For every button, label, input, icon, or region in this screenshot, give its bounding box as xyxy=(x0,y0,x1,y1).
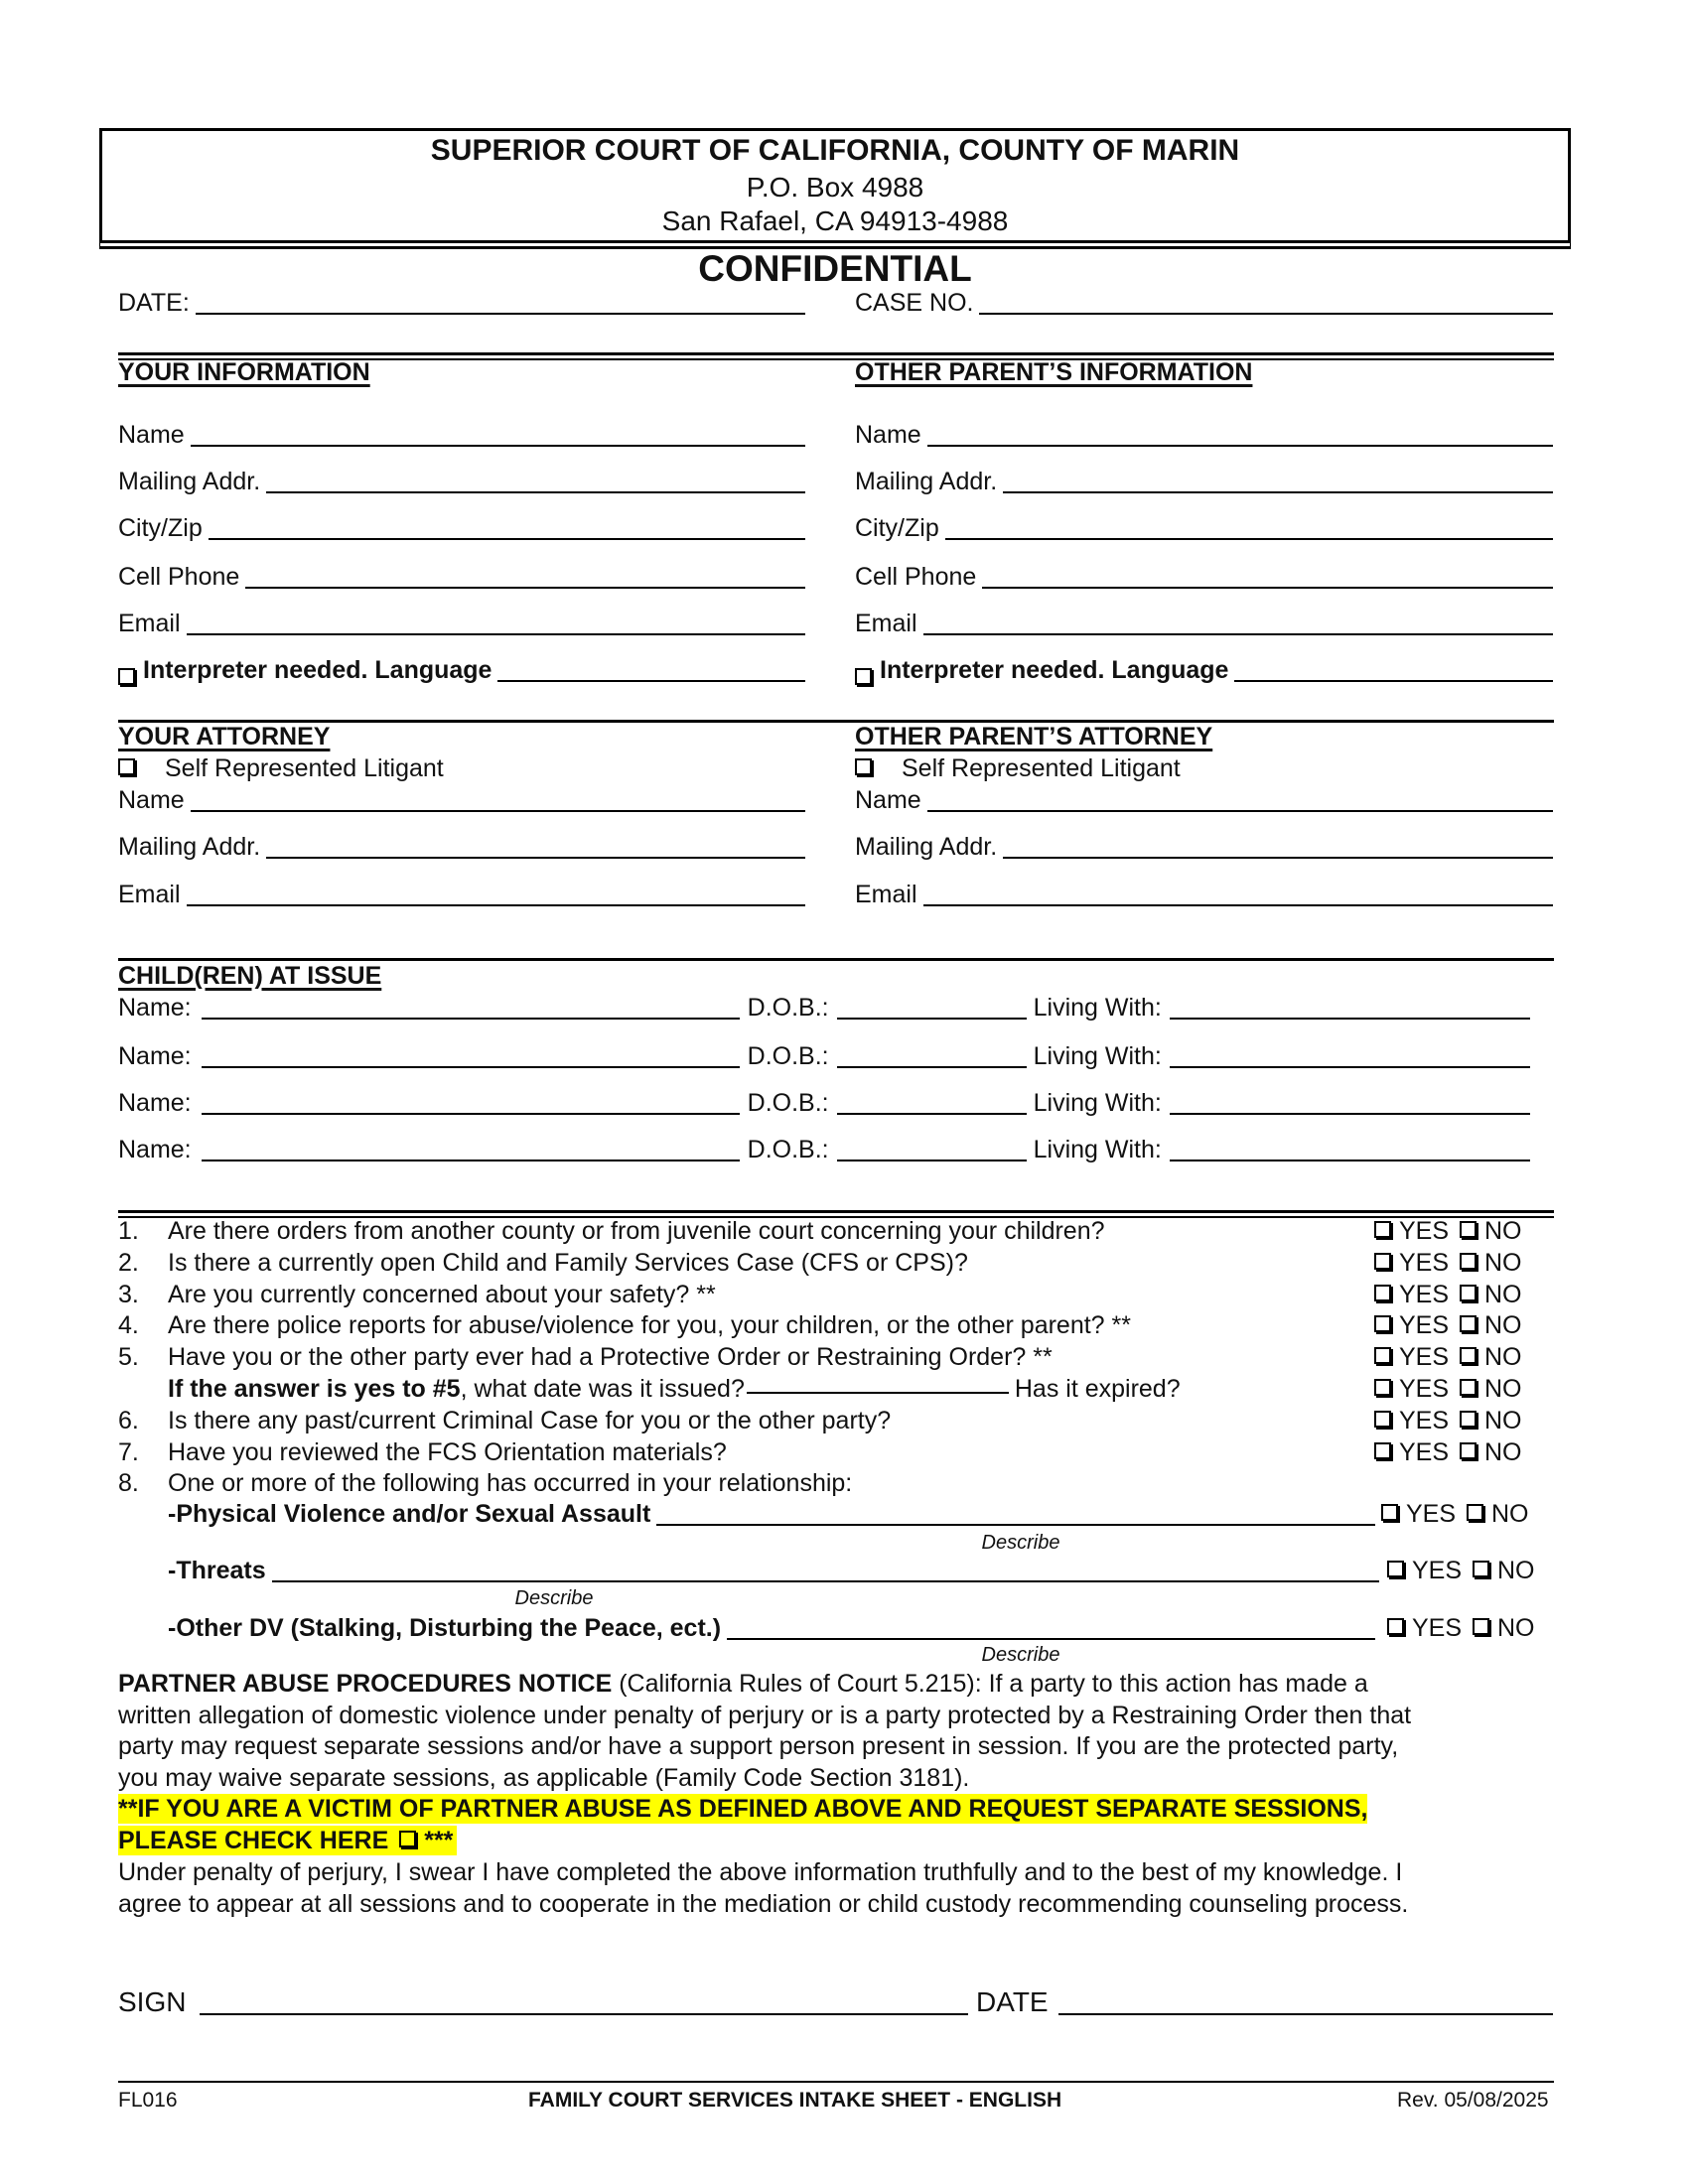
child-dob-line[interactable] xyxy=(837,1018,1027,1020)
field-line[interactable] xyxy=(266,857,805,859)
child-name-line[interactable] xyxy=(202,1113,740,1115)
other-info-field[interactable] xyxy=(855,420,1553,450)
child-name-label: Name: xyxy=(118,994,192,1022)
field-line[interactable] xyxy=(1003,491,1553,493)
q5-expired-label: Has it expired? xyxy=(1014,1375,1181,1403)
case-no-label: CASE NO. xyxy=(855,289,974,317)
field-label: Email xyxy=(118,610,181,637)
confidential-title: CONFIDENTIAL xyxy=(698,248,972,289)
q8-physical-row xyxy=(168,1499,1375,1529)
field-label: Mailing Addr. xyxy=(855,833,998,861)
child-living-with-label: Living With: xyxy=(1033,1136,1162,1163)
field-line[interactable] xyxy=(927,445,1553,447)
child-name-line[interactable] xyxy=(202,1018,740,1020)
no-checkbox[interactable] xyxy=(1467,1504,1483,1521)
field-label: Email xyxy=(855,610,917,637)
sign-date-field[interactable] xyxy=(976,1988,1553,2018)
q5-followup-text: , what date was it issued? xyxy=(460,1375,745,1403)
yes-no-choice xyxy=(1374,1437,1521,1467)
question-number: 8. xyxy=(118,1469,139,1497)
question-number: 3. xyxy=(118,1281,139,1308)
q5-followup-bold: If the answer is yes to #5 xyxy=(168,1375,461,1403)
sign-date-line[interactable] xyxy=(1058,2013,1553,2015)
yes-label: YES xyxy=(1406,1500,1457,1528)
yes-no-choice xyxy=(1374,1216,1521,1246)
field-label: City/Zip xyxy=(118,514,203,542)
yes-label: YES xyxy=(1412,1614,1463,1642)
field-label: Name xyxy=(855,786,921,814)
no-label: NO xyxy=(1496,1557,1535,1584)
field-label: Name xyxy=(118,786,185,814)
no-checkbox[interactable] xyxy=(1473,1618,1489,1635)
your-info-field[interactable] xyxy=(118,513,805,543)
case-no-line[interactable] xyxy=(979,313,1553,315)
q8-physical-label: -Physical Violence and/or Sexual Assault xyxy=(168,1500,651,1528)
check-here-label: PLEASE CHECK HERE xyxy=(118,1827,389,1854)
yes-no-choice xyxy=(1387,1556,1534,1585)
yes-checkbox[interactable] xyxy=(1374,1347,1391,1364)
child-name-label: Name: xyxy=(118,1042,192,1070)
describe-caption: Describe xyxy=(981,1532,1060,1554)
question-text: Are you currently concerned about your safety? ** xyxy=(168,1281,716,1308)
yes-no-choice xyxy=(1374,1280,1521,1309)
yes-checkbox[interactable] xyxy=(1374,1411,1391,1428)
no-checkbox[interactable] xyxy=(1460,1411,1477,1428)
field-label: Mailing Addr. xyxy=(118,833,261,861)
field-line[interactable] xyxy=(927,810,1553,812)
other-info-field[interactable] xyxy=(855,562,1553,592)
child-name-line[interactable] xyxy=(202,1066,740,1068)
child-living-with-label: Living With: xyxy=(1033,1042,1162,1070)
self-represented-label: Self Represented Litigant xyxy=(902,754,1181,782)
field-line[interactable] xyxy=(923,633,1553,635)
yes-checkbox[interactable] xyxy=(1374,1221,1391,1238)
your-interpreter-field[interactable] xyxy=(118,655,805,685)
question-text: One or more of the following has occurred in your relationship: xyxy=(168,1469,853,1497)
other-info-field[interactable] xyxy=(855,513,1553,543)
field-label: Name xyxy=(855,421,921,449)
your-info-field[interactable] xyxy=(118,467,805,496)
no-label: NO xyxy=(1483,1375,1522,1403)
yes-checkbox[interactable] xyxy=(1374,1285,1391,1301)
notice-line: party may request separate sessions and/or have a support person present in session. If you are the protected party, xyxy=(118,1732,1399,1760)
self-represented-checkbox[interactable] xyxy=(118,758,135,775)
no-label: NO xyxy=(1496,1614,1535,1642)
field-label: Mailing Addr. xyxy=(118,468,261,495)
child-row xyxy=(118,1041,1558,1071)
field-line[interactable] xyxy=(187,633,805,635)
no-checkbox[interactable] xyxy=(1460,1379,1477,1396)
field-line[interactable] xyxy=(266,491,805,493)
no-checkbox[interactable] xyxy=(1460,1347,1477,1364)
question-number: 6. xyxy=(118,1407,139,1434)
question-text: Have you reviewed the FCS Orientation materials? xyxy=(168,1438,727,1466)
question-number: 2. xyxy=(118,1249,139,1277)
field-label: Mailing Addr. xyxy=(855,468,998,495)
field-label: Name xyxy=(118,421,185,449)
your-info-heading: YOUR INFORMATION xyxy=(118,358,370,386)
date-field[interactable] xyxy=(118,288,805,318)
field-line[interactable] xyxy=(187,904,805,906)
field-line[interactable] xyxy=(191,445,805,447)
yes-checkbox[interactable] xyxy=(1374,1253,1391,1270)
other-attorney-field[interactable] xyxy=(855,880,1553,909)
signature-line[interactable] xyxy=(200,2013,968,2015)
child-name-label: Name: xyxy=(118,1089,192,1117)
language-line[interactable] xyxy=(1234,680,1553,682)
question-number: 5. xyxy=(118,1343,139,1371)
no-checkbox[interactable] xyxy=(1460,1315,1477,1332)
field-line[interactable] xyxy=(191,810,805,812)
your-info-field[interactable] xyxy=(118,420,805,450)
child-row xyxy=(118,1135,1558,1164)
interpreter-checkbox[interactable] xyxy=(118,668,135,685)
yes-label: YES xyxy=(1399,1375,1450,1403)
child-dob-label: D.O.B.: xyxy=(747,1089,829,1117)
notice-line xyxy=(118,1669,1368,1699)
no-label: NO xyxy=(1483,1249,1522,1277)
yes-label: YES xyxy=(1399,1311,1450,1339)
no-label: NO xyxy=(1483,1438,1522,1466)
yes-checkbox[interactable] xyxy=(1374,1442,1391,1459)
child-row xyxy=(118,1088,1558,1118)
separate-sessions-notice: **IF YOU ARE A VICTIM OF PARTNER ABUSE AS DEFINED ABOVE AND REQUEST SEPARATE SESSIONS, xyxy=(118,1795,1368,1823)
field-line[interactable] xyxy=(1003,857,1553,859)
language-line[interactable] xyxy=(497,680,805,682)
child-living-with-line[interactable] xyxy=(1170,1113,1530,1115)
date-label: DATE: xyxy=(118,289,190,317)
yes-no-choice xyxy=(1374,1310,1521,1340)
other-attorney-field[interactable] xyxy=(855,785,1553,815)
your-self-represented[interactable] xyxy=(118,753,444,783)
yes-checkbox[interactable] xyxy=(1381,1504,1398,1521)
q8-threats-label: -Threats xyxy=(168,1557,266,1584)
separate-sessions-checkbox[interactable] xyxy=(399,1831,416,1847)
sign-field[interactable] xyxy=(118,1988,968,2018)
field-line[interactable] xyxy=(982,587,1553,589)
yes-no-choice xyxy=(1374,1374,1521,1404)
sign-date-label: DATE xyxy=(976,1986,1049,2017)
interpreter-label: Interpreter needed. Language xyxy=(143,656,492,684)
separate-sessions-check-line xyxy=(118,1826,457,1855)
question-text: Are there police reports for abuse/violence for you, your children, or the other parent? ** xyxy=(168,1311,1131,1339)
q8-physical-describe-line[interactable] xyxy=(656,1524,1375,1526)
form-number: FL016 xyxy=(118,2089,178,2112)
yes-checkbox[interactable] xyxy=(1387,1618,1404,1635)
revision-date: Rev. 05/08/2025 xyxy=(1397,2089,1549,2112)
yes-checkbox[interactable] xyxy=(1374,1315,1391,1332)
child-living-with-label: Living With: xyxy=(1033,994,1162,1022)
question-text: Are there orders from another county or from juvenile court concerning your children? xyxy=(168,1217,1105,1245)
q8-threats-row xyxy=(168,1556,1379,1585)
question-number: 7. xyxy=(118,1438,139,1466)
question-number: 4. xyxy=(118,1311,139,1339)
question-text: Is there any past/current Criminal Case for you or the other party? xyxy=(168,1407,892,1434)
yes-no-choice xyxy=(1374,1342,1521,1372)
other-interpreter-field[interactable] xyxy=(855,655,1553,685)
question-text: Is there a currently open Child and Family Services Case (CFS or CPS)? xyxy=(168,1249,968,1277)
no-checkbox[interactable] xyxy=(1460,1221,1477,1238)
child-dob-line[interactable] xyxy=(837,1066,1027,1068)
other-attorney-heading: OTHER PARENT’S ATTORNEY xyxy=(855,723,1213,751)
yes-label: YES xyxy=(1399,1217,1450,1245)
children-heading: CHILD(REN) AT ISSUE xyxy=(118,962,382,990)
yes-label: YES xyxy=(1412,1557,1463,1584)
child-name-label: Name: xyxy=(118,1136,192,1163)
question-text: Have you or the other party ever had a Protective Order or Restraining Order? ** xyxy=(168,1343,1053,1371)
child-dob-label: D.O.B.: xyxy=(747,1136,829,1163)
notice-line: written allegation of domestic violence under penalty of perjury or is a party protected by a Restraining Order then that xyxy=(118,1702,1412,1729)
court-po-box: P.O. Box 4988 xyxy=(746,172,924,203)
yes-no-choice xyxy=(1374,1406,1521,1435)
child-name-line[interactable] xyxy=(202,1160,740,1161)
describe-caption: Describe xyxy=(981,1644,1060,1666)
no-checkbox[interactable] xyxy=(1460,1285,1477,1301)
child-dob-label: D.O.B.: xyxy=(747,994,829,1022)
your-attorney-field[interactable] xyxy=(118,880,805,909)
field-line[interactable] xyxy=(245,587,805,589)
q8-other-label: -Other DV (Stalking, Disturbing the Peace, ect.) xyxy=(168,1614,722,1642)
question-number: 1. xyxy=(118,1217,139,1245)
notice-line: you may waive separate sessions, as applicable (Family Code Section 3181). xyxy=(118,1764,970,1792)
field-line[interactable] xyxy=(945,538,1553,540)
form-title: FAMILY COURT SERVICES INTAKE SHEET - ENGLISH xyxy=(528,2089,1062,2112)
yes-label: YES xyxy=(1399,1407,1450,1434)
child-living-with-line[interactable] xyxy=(1170,1160,1530,1161)
your-attorney-heading: YOUR ATTORNEY xyxy=(118,723,331,751)
yes-no-choice xyxy=(1374,1248,1521,1278)
child-living-with-line[interactable] xyxy=(1170,1018,1530,1020)
section-divider xyxy=(118,720,1554,723)
your-info-field[interactable] xyxy=(118,609,805,638)
no-label: NO xyxy=(1483,1407,1522,1434)
q5-date-line[interactable] xyxy=(747,1392,1009,1394)
your-info-field[interactable] xyxy=(118,562,805,592)
no-label: NO xyxy=(1483,1217,1522,1245)
no-label: NO xyxy=(1483,1343,1522,1371)
self-represented-label: Self Represented Litigant xyxy=(165,754,444,782)
your-attorney-field[interactable] xyxy=(118,785,805,815)
child-dob-label: D.O.B.: xyxy=(747,1042,829,1070)
notice-title: PARTNER ABUSE PROCEDURES NOTICE xyxy=(118,1670,613,1698)
yes-label: YES xyxy=(1399,1249,1450,1277)
child-living-with-label: Living With: xyxy=(1033,1089,1162,1117)
child-dob-line[interactable] xyxy=(837,1113,1027,1115)
q8-threats-describe-line[interactable] xyxy=(272,1580,1379,1582)
court-name: SUPERIOR COURT OF CALIFORNIA, COUNTY OF MARIN xyxy=(430,134,1240,167)
yes-label: YES xyxy=(1399,1343,1450,1371)
other-self-represented[interactable] xyxy=(855,753,1181,783)
interpreter-label: Interpreter needed. Language xyxy=(880,656,1229,684)
field-line[interactable] xyxy=(209,538,805,540)
court-city: San Rafael, CA 94913-4988 xyxy=(661,205,1009,236)
child-dob-line[interactable] xyxy=(837,1160,1027,1161)
yes-no-choice xyxy=(1387,1613,1534,1643)
field-label: Email xyxy=(118,881,181,908)
yes-label: YES xyxy=(1399,1438,1450,1466)
oath-line: agree to appear at all sessions and to cooperate in the mediation or child custody recommending counseling process. xyxy=(118,1890,1409,1918)
no-checkbox[interactable] xyxy=(1460,1442,1477,1459)
q8-other-row xyxy=(168,1613,1375,1643)
other-info-field[interactable] xyxy=(855,609,1553,638)
notice-text: (California Rules of Court 5.215): If a party to this action has made a xyxy=(612,1670,1368,1698)
yes-no-choice xyxy=(1381,1499,1528,1529)
footer-divider xyxy=(118,2081,1554,2083)
no-label: NO xyxy=(1483,1311,1522,1339)
field-line[interactable] xyxy=(923,904,1553,906)
q5-followup xyxy=(168,1374,1181,1404)
no-label: NO xyxy=(1483,1281,1522,1308)
child-row xyxy=(118,993,1558,1023)
yes-checkbox[interactable] xyxy=(1374,1379,1391,1396)
no-label: NO xyxy=(1490,1500,1529,1528)
field-label: Cell Phone xyxy=(855,563,977,591)
field-label: City/Zip xyxy=(855,514,939,542)
other-attorney-field[interactable] xyxy=(855,832,1553,862)
child-living-with-line[interactable] xyxy=(1170,1066,1530,1068)
self-represented-checkbox[interactable] xyxy=(855,758,872,775)
date-line[interactable] xyxy=(196,313,805,315)
field-label: Email xyxy=(855,881,917,908)
q8-other-describe-line[interactable] xyxy=(727,1638,1375,1640)
no-checkbox[interactable] xyxy=(1460,1253,1477,1270)
describe-caption: Describe xyxy=(514,1587,594,1609)
sign-label: SIGN xyxy=(118,1986,187,2017)
oath-line: Under penalty of perjury, I swear I have completed the above information truthfully and to the best of my knowledge. I xyxy=(118,1858,1403,1886)
yes-label: YES xyxy=(1399,1281,1450,1308)
field-label: Cell Phone xyxy=(118,563,240,591)
other-info-field[interactable] xyxy=(855,467,1553,496)
your-attorney-field[interactable] xyxy=(118,832,805,862)
interpreter-checkbox[interactable] xyxy=(855,668,872,685)
no-checkbox[interactable] xyxy=(1473,1561,1489,1577)
yes-checkbox[interactable] xyxy=(1387,1561,1404,1577)
other-info-heading: OTHER PARENT’S INFORMATION xyxy=(855,358,1253,386)
asterisks: *** xyxy=(424,1827,454,1854)
case-no-field[interactable] xyxy=(855,288,1553,318)
